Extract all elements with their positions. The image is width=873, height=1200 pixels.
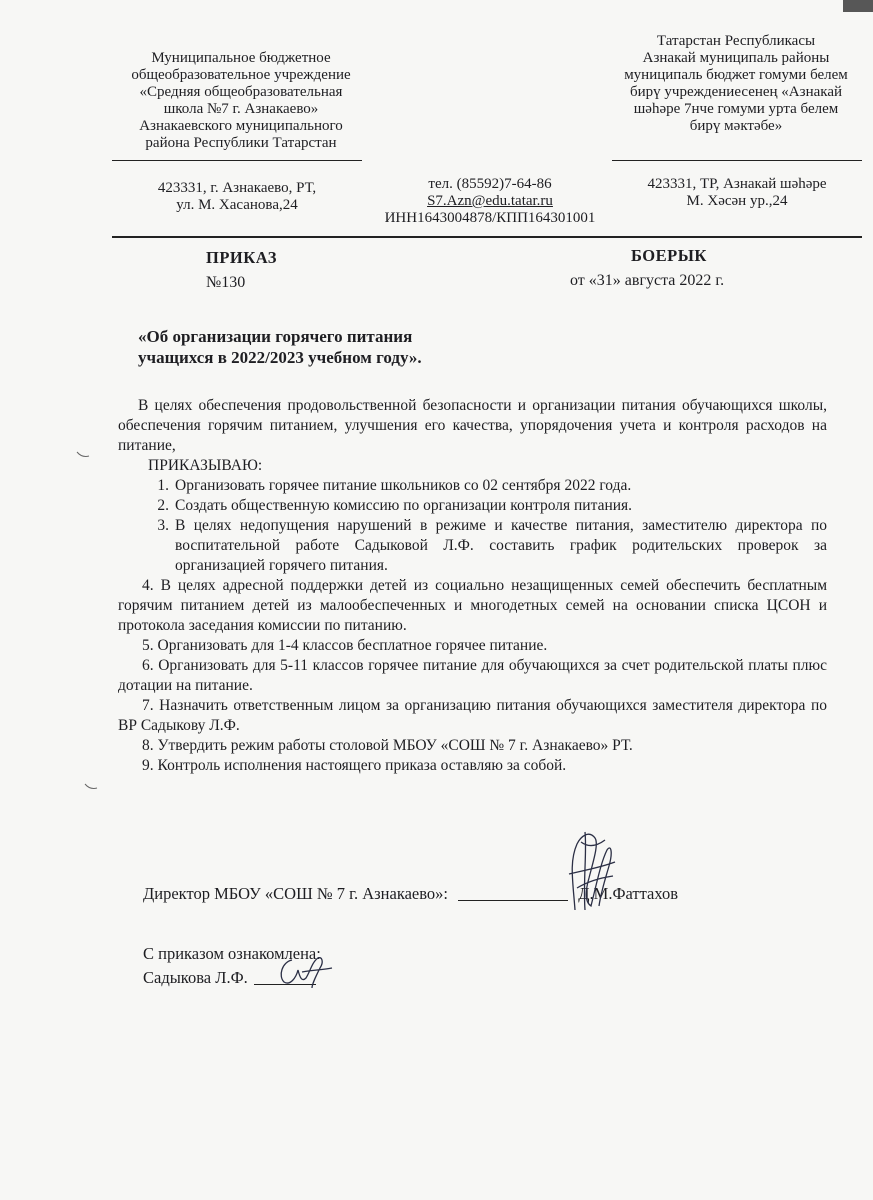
- left-org-line: Муниципальное бюджетное: [151, 50, 331, 66]
- right-org-line: шәһәре 7нче гомуми урта белем: [633, 101, 839, 117]
- paragraph-item: [118, 696, 827, 736]
- paragraph-item-number: 8.: [142, 737, 154, 754]
- paragraph-item-text: В целях адресной поддержки детей из социально незащищенных семей обеспечить бесплатным горячим питанием детей из малообеспеченных и многодетных семей на основании списка ЦСОН и протокола заседания комиссии по питанию.: [118, 577, 827, 634]
- left-org-underline: [112, 160, 362, 161]
- left-org-line: общеобразовательное учреждение: [131, 67, 351, 83]
- paragraph-item: [118, 736, 827, 756]
- paragraph-item-number: 9.: [142, 757, 154, 774]
- subject-line: учащихся в 2022/2023 учебном году».: [138, 348, 422, 367]
- acquainted-name: Садыкова Л.Ф.: [143, 968, 248, 987]
- director-name: Д.М.Фаттахов: [578, 884, 678, 903]
- left-org-line: «Средняя общеобразовательная: [139, 84, 343, 100]
- order-date: от «31» августа 2022 г.: [570, 272, 725, 289]
- right-org-line: Азнакай муниципаль районы: [642, 50, 830, 66]
- right-address: [612, 176, 862, 210]
- left-address-line: ул. М. Хасанова,24: [176, 197, 298, 213]
- acquainted-label: С приказом ознакомлена:: [143, 944, 321, 963]
- right-address-line: 423331, ТР, Азнакай шәһәре: [647, 176, 827, 192]
- numbered-list: [118, 476, 827, 576]
- director-signature-line: [143, 884, 843, 904]
- acquainted-signature-icon: [272, 948, 336, 992]
- director-position: Директор МБОУ «СОШ № 7 г. Азнакаево»:: [143, 884, 449, 903]
- left-organization-block: [112, 50, 370, 152]
- left-address: [112, 180, 362, 214]
- left-address-line: 423331, г. Азнакаево, РТ,: [157, 180, 317, 196]
- paragraph-item-text: Организовать для 5-11 классов горячее питание для обучающихся за счет родительской платы плюс дотации на питание.: [118, 657, 828, 694]
- phone: тел. (85592)7-64-86: [428, 176, 552, 192]
- paragraph-item-number: 4.: [142, 577, 154, 594]
- list-item: [147, 516, 827, 576]
- header-divider: [112, 236, 862, 238]
- paragraph-item: [118, 576, 827, 636]
- margin-tick-mark: [84, 782, 98, 792]
- paragraph-item: [118, 636, 827, 656]
- subject-line: «Об организации горячего питания: [138, 327, 413, 346]
- list-item-number: 3.: [157, 517, 169, 534]
- paragraph-item-text: Организовать для 1-4 классов бесплатное горячее питание.: [157, 637, 548, 654]
- list-item-text: В целях недопущения нарушений в режиме и качестве питания, заместителю директора по воспитательной работе Садыковой Л.Ф. составить график родительских проверок за организацией горячего питания.: [175, 517, 827, 574]
- paragraph-item: [118, 656, 827, 696]
- paragraph-item-text: Утвердить режим работы столовой МБОУ «СОШ № 7 г. Азнакаево» РТ.: [157, 737, 633, 754]
- right-address-line: М. Хәсән ур.,24: [686, 193, 788, 209]
- right-org-line: Татарстан Республикасы: [656, 33, 816, 49]
- order-word: ПРИКАЗЫВАЮ:: [148, 457, 263, 474]
- preamble: В целях обеспечения продовольственной безопасности и организации питания обучающихся школы, обеспечения горячим питанием, улучшения его качества, упорядочения учета и контроля расходов на питание,: [118, 397, 827, 454]
- list-item-number: 2.: [157, 497, 169, 514]
- order-body: [118, 396, 827, 776]
- list-item: [147, 476, 827, 496]
- order-title-tt: БОЕРЫК: [631, 246, 707, 265]
- paragraph-item: [118, 756, 827, 776]
- list-item: [147, 496, 827, 516]
- right-organization-block: [608, 33, 864, 135]
- list-item-number: 1.: [157, 477, 169, 494]
- scan-edge-mark: [843, 0, 873, 12]
- left-org-line: школа №7 г. Азнакаево»: [163, 101, 319, 117]
- inn-kpp: ИНН1643004878/КПП164301001: [384, 210, 596, 226]
- paragraph-item-text: Назначить ответственным лицом за организацию питания обучающихся заместителя директора по ВР Садыкову Л.Ф.: [118, 697, 828, 734]
- left-org-line: Азнакаевского муниципального: [139, 118, 343, 134]
- right-org-underline: [612, 160, 862, 161]
- contact-block: [360, 176, 620, 227]
- paragraph-item-text: Контроль исполнения настоящего приказа оставляю за собой.: [157, 757, 567, 774]
- director-signature-icon: [555, 822, 625, 914]
- signature-blank: [458, 900, 568, 901]
- right-org-line: муниципаль бюджет гомуми белем: [624, 67, 848, 83]
- list-item-text: Организовать горячее питание школьников со 02 сентября 2022 года.: [175, 477, 632, 494]
- order-number: №130: [206, 274, 246, 291]
- list-item-text: Создать общественную комиссию по организации контроля питания.: [175, 497, 633, 514]
- order-subject: [138, 326, 422, 368]
- email-link[interactable]: S7.Azn@edu.tatar.ru: [427, 193, 553, 209]
- left-org-line: района Республики Татарстан: [145, 135, 337, 151]
- paragraph-item-number: 6.: [142, 657, 154, 674]
- paragraph-item-number: 7.: [142, 697, 154, 714]
- right-org-line: бирү мәктәбе»: [689, 118, 783, 134]
- order-title-ru: ПРИКАЗ: [206, 248, 277, 267]
- margin-tick-mark: [76, 450, 90, 460]
- paragraph-item-number: 5.: [142, 637, 154, 654]
- right-org-line: бирү учреждениесенең «Азнакай: [630, 84, 842, 100]
